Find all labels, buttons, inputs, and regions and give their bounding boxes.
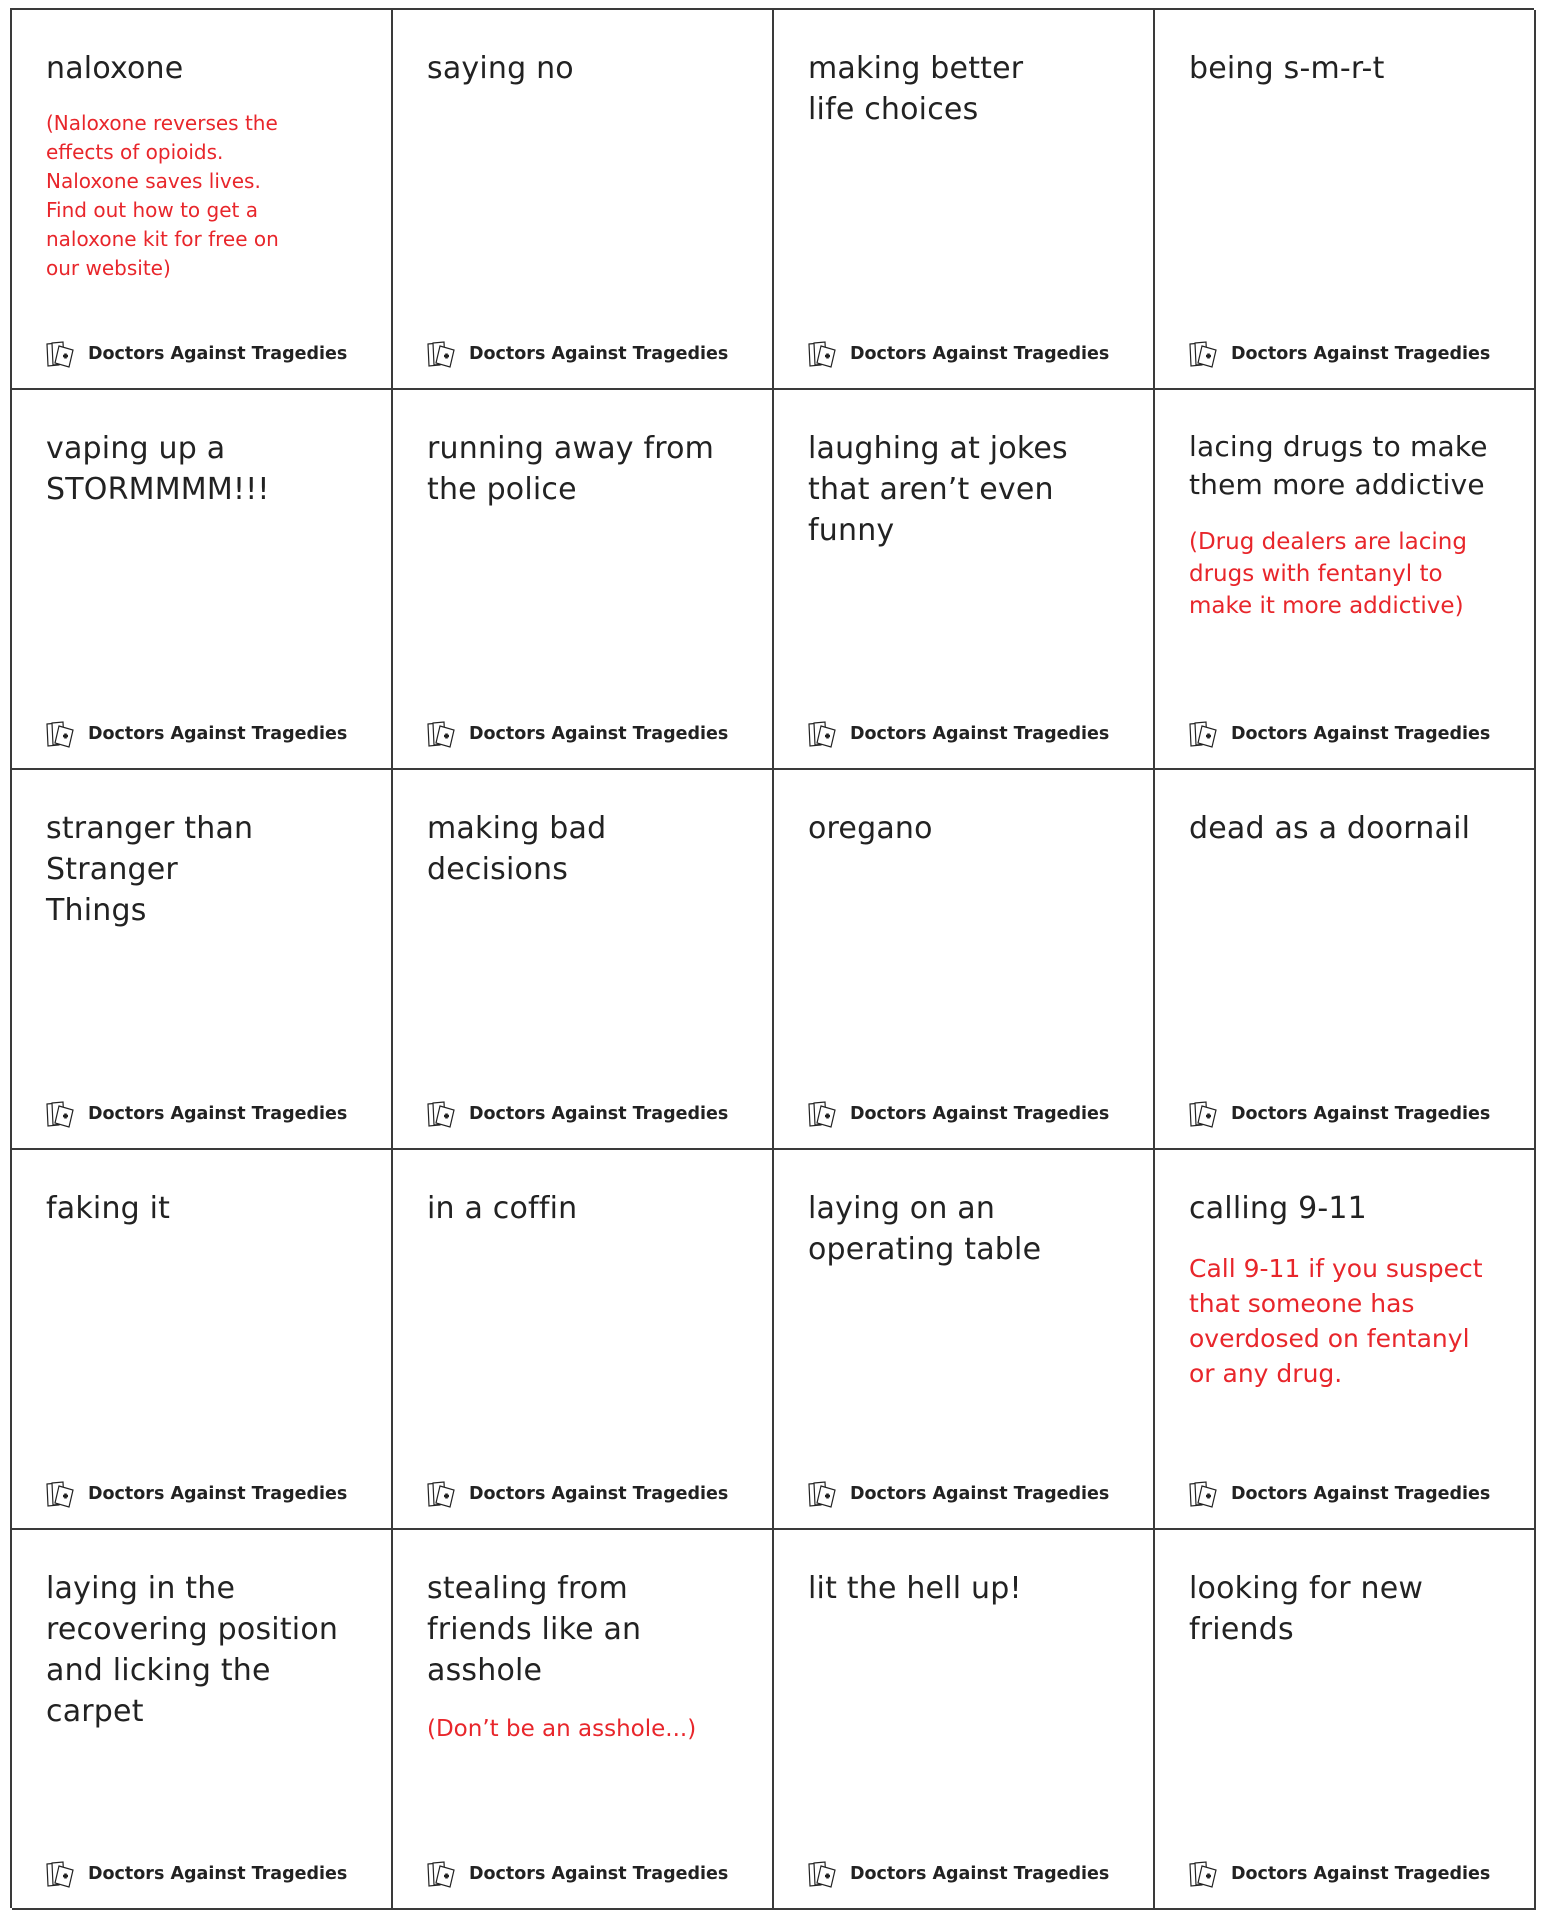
card-footer [1187,1480,1490,1508]
card-making-better-life-choices [774,10,1155,390]
card-prompt: looking for new friends [1189,1571,1424,1647]
card-footer [806,1480,1109,1508]
cards-cross-icon [806,1860,840,1888]
card-in-a-coffin [393,1150,774,1530]
brand-label: Doctors Against Tragedies [88,344,348,364]
cards-cross-icon [1187,1480,1221,1508]
card-prompt: oregano [808,811,933,846]
card-faking-it [12,1150,393,1530]
cards-cross-icon [44,1100,78,1128]
card-footer [44,720,347,748]
cards-cross-icon [806,340,840,368]
card-footer [44,1860,347,1888]
brand-label: Doctors Against Tragedies [1231,1484,1491,1504]
card-footer [806,1860,1109,1888]
cards-cross-icon [806,1100,840,1128]
card-prompt: dead as a doornail [1189,811,1471,846]
cards-cross-icon [44,1860,78,1888]
brand-label: Doctors Against Tragedies [850,1484,1110,1504]
brand-label: Doctors Against Tragedies [469,344,729,364]
brand-label: Doctors Against Tragedies [850,724,1110,744]
brand-label: Doctors Against Tragedies [88,1484,348,1504]
card-bad-decisions [393,770,774,1150]
card-dead-as-doornail [1155,770,1536,1150]
brand-label: Doctors Against Tragedies [850,1104,1110,1124]
card-lit-the-hell-up [774,1530,1155,1910]
card-looking-for-new-friends [1155,1530,1536,1910]
card-footer [425,720,728,748]
card-prompt: stranger than Stranger Things [46,811,254,928]
brand-label: Doctors Against Tragedies [469,1104,729,1124]
card-footer [425,1480,728,1508]
brand-label: Doctors Against Tragedies [1231,724,1491,744]
cards-cross-icon [806,720,840,748]
card-footer [44,1480,347,1508]
card-oregano [774,770,1155,1150]
cards-cross-icon [806,1480,840,1508]
brand-label: Doctors Against Tragedies [88,1864,348,1884]
brand-label: Doctors Against Tragedies [469,724,729,744]
brand-label: Doctors Against Tragedies [469,1864,729,1884]
card-recovering-position [12,1530,393,1910]
card-being-smrt [1155,10,1536,390]
brand-label: Doctors Against Tragedies [88,1104,348,1124]
card-naloxone [12,10,393,390]
card-stealing-from-friends [393,1530,774,1910]
card-running-away [393,390,774,770]
card-footer [425,1860,728,1888]
card-prompt: being s-m-r-t [1189,51,1385,86]
card-prompt: vaping up a STORMMMM!!! [46,431,270,507]
card-prompt: calling 9-11 [1189,1191,1367,1226]
cards-cross-icon [44,720,78,748]
card-stranger-things [12,770,393,1150]
cards-cross-icon [425,1100,459,1128]
cards-cross-icon [44,1480,78,1508]
brand-label: Doctors Against Tragedies [469,1484,729,1504]
card-footer [806,720,1109,748]
cards-cross-icon [44,340,78,368]
card-footer [1187,340,1490,368]
card-footer [806,1100,1109,1128]
card-note: (Naloxone reverses the effects of opioids. Naloxone saves lives. Find out how to get a naloxone kit for free on our website) [46,111,279,280]
card-prompt: in a coffin [427,1191,578,1226]
brand-label: Doctors Against Tragedies [1231,344,1491,364]
card-note: Call 9-11 if you suspect that someone has overdosed on fentanyl or any drug. [1189,1254,1483,1388]
cards-cross-icon [1187,340,1221,368]
brand-label: Doctors Against Tragedies [850,344,1110,364]
card-sheet [10,8,1534,1908]
card-prompt: laughing at jokes that aren’t even funny [808,431,1068,548]
card-prompt: lit the hell up! [808,1571,1022,1606]
brand-label: Doctors Against Tragedies [850,1864,1110,1884]
cards-cross-icon [1187,1860,1221,1888]
brand-label: Doctors Against Tragedies [1231,1104,1491,1124]
card-footer [1187,720,1490,748]
card-prompt: naloxone [46,51,184,86]
card-prompt: faking it [46,1191,171,1226]
card-prompt: making bad decisions [427,811,607,887]
card-calling-911 [1155,1150,1536,1530]
card-prompt: making better life choices [808,51,1024,127]
card-prompt: stealing from friends like an asshole [427,1571,642,1688]
card-footer [44,340,347,368]
cards-cross-icon [1187,720,1221,748]
card-footer [1187,1860,1490,1888]
brand-label: Doctors Against Tragedies [1231,1864,1491,1884]
card-prompt: running away from the police [427,431,715,507]
card-lacing-drugs [1155,390,1536,770]
cards-cross-icon [425,1860,459,1888]
card-laughing [774,390,1155,770]
card-footer [44,1100,347,1128]
card-footer [806,340,1109,368]
cards-cross-icon [1187,1100,1221,1128]
card-prompt: laying in the recovering position and licking the carpet [46,1571,339,1729]
card-operating-table [774,1150,1155,1530]
card-note: (Don’t be an asshole...) [427,1716,697,1742]
card-saying-no [393,10,774,390]
card-note: (Drug dealers are lacing drugs with fentanyl to make it more addictive) [1189,529,1467,619]
card-vaping [12,390,393,770]
card-footer [425,1100,728,1128]
card-footer [425,340,728,368]
cards-cross-icon [425,720,459,748]
card-footer [1187,1100,1490,1128]
card-prompt: lacing drugs to make them more addictive [1189,430,1488,501]
cards-cross-icon [425,340,459,368]
cards-cross-icon [425,1480,459,1508]
card-prompt: laying on an operating table [808,1191,1042,1267]
card-prompt: saying no [427,51,574,86]
brand-label: Doctors Against Tragedies [88,724,348,744]
